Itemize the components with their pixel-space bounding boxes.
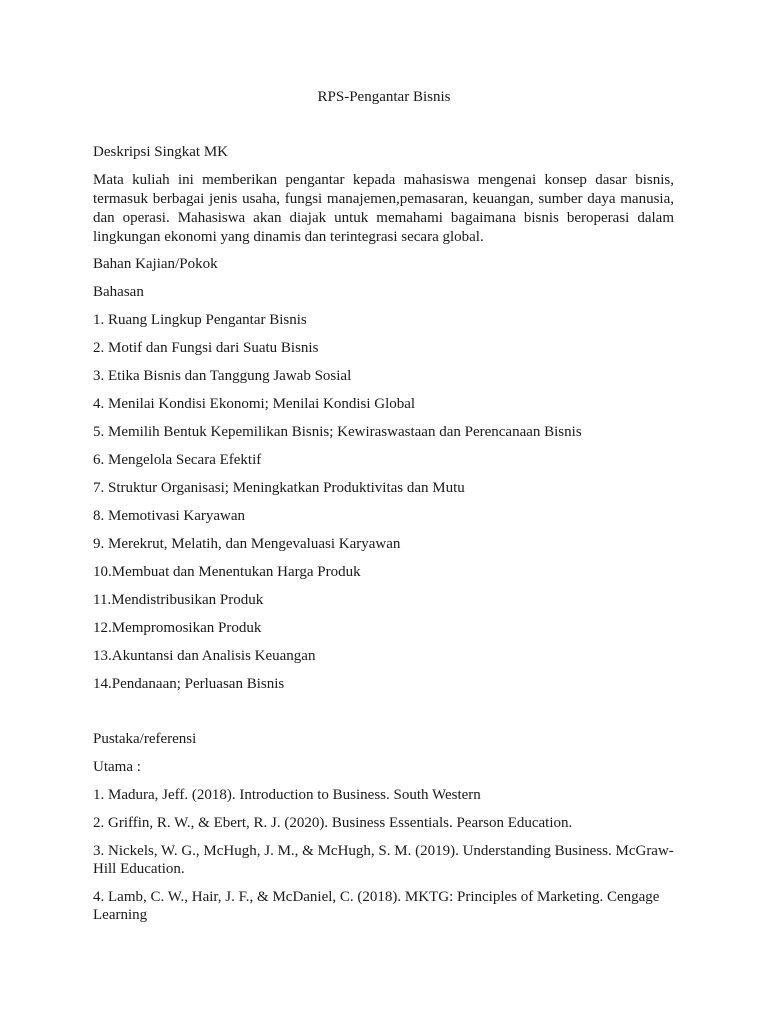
topic-item: 10.Membuat dan Menentukan Harga Produk	[93, 564, 361, 580]
topic-item: 6. Mengelola Secara Efektif	[93, 452, 262, 468]
document-body	[93, 143, 674, 934]
topic-item: 13.Akuntansi dan Analisis Keuangan	[93, 648, 316, 664]
reference-item: 2. Griffin, R. W., & Ebert, R. J. (2020). Business Essentials. Pearson Education.	[93, 815, 573, 831]
topic-item: 12.Mempromosikan Produk	[93, 620, 262, 636]
topic-item: 9. Merekrut, Melatih, dan Mengevaluasi Karyawan	[93, 536, 401, 552]
reference-item: 1. Madura, Jeff. (2018). Introduction to Business. South Western	[93, 787, 481, 803]
topic-item: 4. Menilai Kondisi Ekonomi; Menilai Kondisi Global	[93, 396, 416, 412]
topics-heading-line2: Bahasan	[93, 284, 144, 300]
topic-item: 3. Etika Bisnis dan Tanggung Jawab Sosial	[93, 368, 352, 384]
topics-heading-line1: Bahan Kajian/Pokok	[93, 256, 218, 272]
references-heading: Pustaka/referensi	[93, 731, 197, 747]
topic-item: 8. Memotivasi Karyawan	[93, 508, 246, 524]
section-spacer	[93, 703, 674, 730]
reference-item: 4. Lamb, C. W., Hair, J. F., & McDaniel, C. (2018). MKTG: Principles of Marketing. Cengage Learning	[93, 889, 660, 923]
reference-item: 3. Nickels, W. G., McHugh, J. M., & McHugh, S. M. (2019). Understanding Business. McGraw-Hill Education.	[93, 843, 674, 877]
description-text: Mata kuliah ini memberikan pengantar kepada mahasiswa mengenai konsep dasar bisnis, termasuk berbagai jenis usaha, fungsi manajemen,pemasaran, keuangan, sumber daya manusia, dan operasi. Mahasiswa akan diajak untuk memahami bagaimana bisnis beroperasi dalam lingkungan ekonomi yang dinamis dan terintegrasi secara global.	[93, 172, 674, 245]
topic-item: 7. Struktur Organisasi; Meningkatkan Produktivitas dan Mutu	[93, 480, 465, 496]
document-title: RPS-Pengantar Bisnis	[317, 89, 451, 105]
topic-item: 5. Memilih Bentuk Kepemilikan Bisnis; Kewiraswastaan dan Perencanaan Bisnis	[93, 424, 582, 440]
references-subheading: Utama :	[93, 759, 141, 775]
topic-item: 1. Ruang Lingkup Pengantar Bisnis	[93, 312, 307, 328]
topic-item: 2. Motif dan Fungsi dari Suatu Bisnis	[93, 340, 319, 356]
description-heading: Deskripsi Singkat MK	[93, 144, 228, 160]
topic-item: 11.Mendistribusikan Produk	[93, 592, 264, 608]
topic-item: 14.Pendanaan; Perluasan Bisnis	[93, 676, 285, 692]
